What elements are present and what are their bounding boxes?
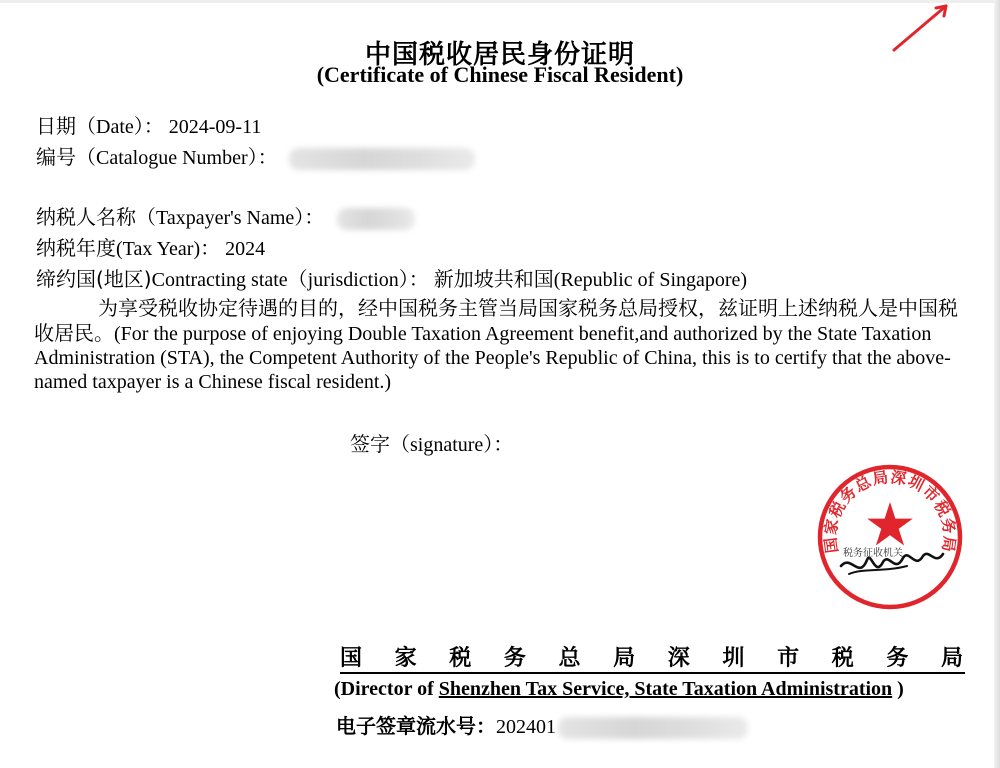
serial-number-redacted <box>558 717 748 739</box>
date-label-en: （Date）： <box>76 116 164 138</box>
tax-year-value: 2024 <box>225 238 266 260</box>
taxpayer-row <box>36 201 415 230</box>
state-label-cn: 缔约国(地区) <box>36 267 152 291</box>
date-row <box>36 110 261 139</box>
issuing-authority-cn: 国家税务总局深圳市税务局 <box>340 646 965 674</box>
document-title-cn: 中国税收居民身份证明 <box>364 40 635 70</box>
document-title-en: (Certificate of Chinese Fiscal Resident) <box>316 62 684 87</box>
serial-label: 电子签章流水号： <box>336 714 496 738</box>
issuing-authority-en <box>334 678 904 701</box>
page-top-edge <box>0 0 1000 3</box>
contracting-state-row <box>36 263 747 292</box>
official-seal-stamp <box>815 462 965 612</box>
date-label-cn: 日期 <box>36 114 76 138</box>
authority-en-suffix: ) <box>892 678 904 700</box>
certification-paragraph <box>34 296 964 394</box>
seal-ring-text: 国家税务总局深圳市税务局 <box>821 468 959 555</box>
seal-center-text: 税务征收机关 <box>843 548 903 559</box>
certification-text-cn: 为享受税收协定待遇的目的，经中国税务主管当局国家税务总局授权，兹证明上述纳税人是中国税收居民。 <box>34 296 958 345</box>
catalogue-label-en: （Catalogue Number）： <box>76 147 278 169</box>
date-value: 2024-09-11 <box>168 116 262 138</box>
tax-year-row <box>36 232 265 261</box>
state-label-en: Contracting state（jurisdiction）： <box>151 269 429 291</box>
e-signature-serial-row <box>336 710 748 739</box>
state-value-en: (Republic of Singapore) <box>553 269 748 291</box>
signature-label-cn: 签字 <box>350 432 390 456</box>
certification-text-en: (For the purpose of enjoying Double Taxation Agreement benefit,and authorized by the State Taxation Administration (STA), the Competent Authority of the People's Republic of China, this is to certify that the above-named taxpayer is a Chinese fiscal resident.) <box>34 323 951 393</box>
catalogue-label-cn: 编号 <box>36 145 76 169</box>
catalogue-row <box>36 141 475 170</box>
taxpayer-name-redacted <box>337 208 415 230</box>
state-value-cn: 新加坡共和国 <box>433 267 554 291</box>
signature-label-en: （signature）： <box>390 434 514 456</box>
page-right-edge <box>994 0 1000 768</box>
taxpayer-label-en: （Taxpayer's Name）： <box>136 207 325 229</box>
tax-year-label-cn: 纳税年度 <box>36 236 116 260</box>
signature-row <box>350 428 513 457</box>
authority-en-prefix: (Director of <box>334 678 439 700</box>
tax-year-label-en: (Tax Year)： <box>116 238 221 260</box>
catalogue-number-redacted <box>289 148 475 170</box>
authority-en-main: Shenzhen Tax Service, State Taxation Administration <box>438 678 893 700</box>
taxpayer-label-cn: 纳税人名称 <box>36 205 136 229</box>
serial-value: 202401 <box>496 716 556 738</box>
